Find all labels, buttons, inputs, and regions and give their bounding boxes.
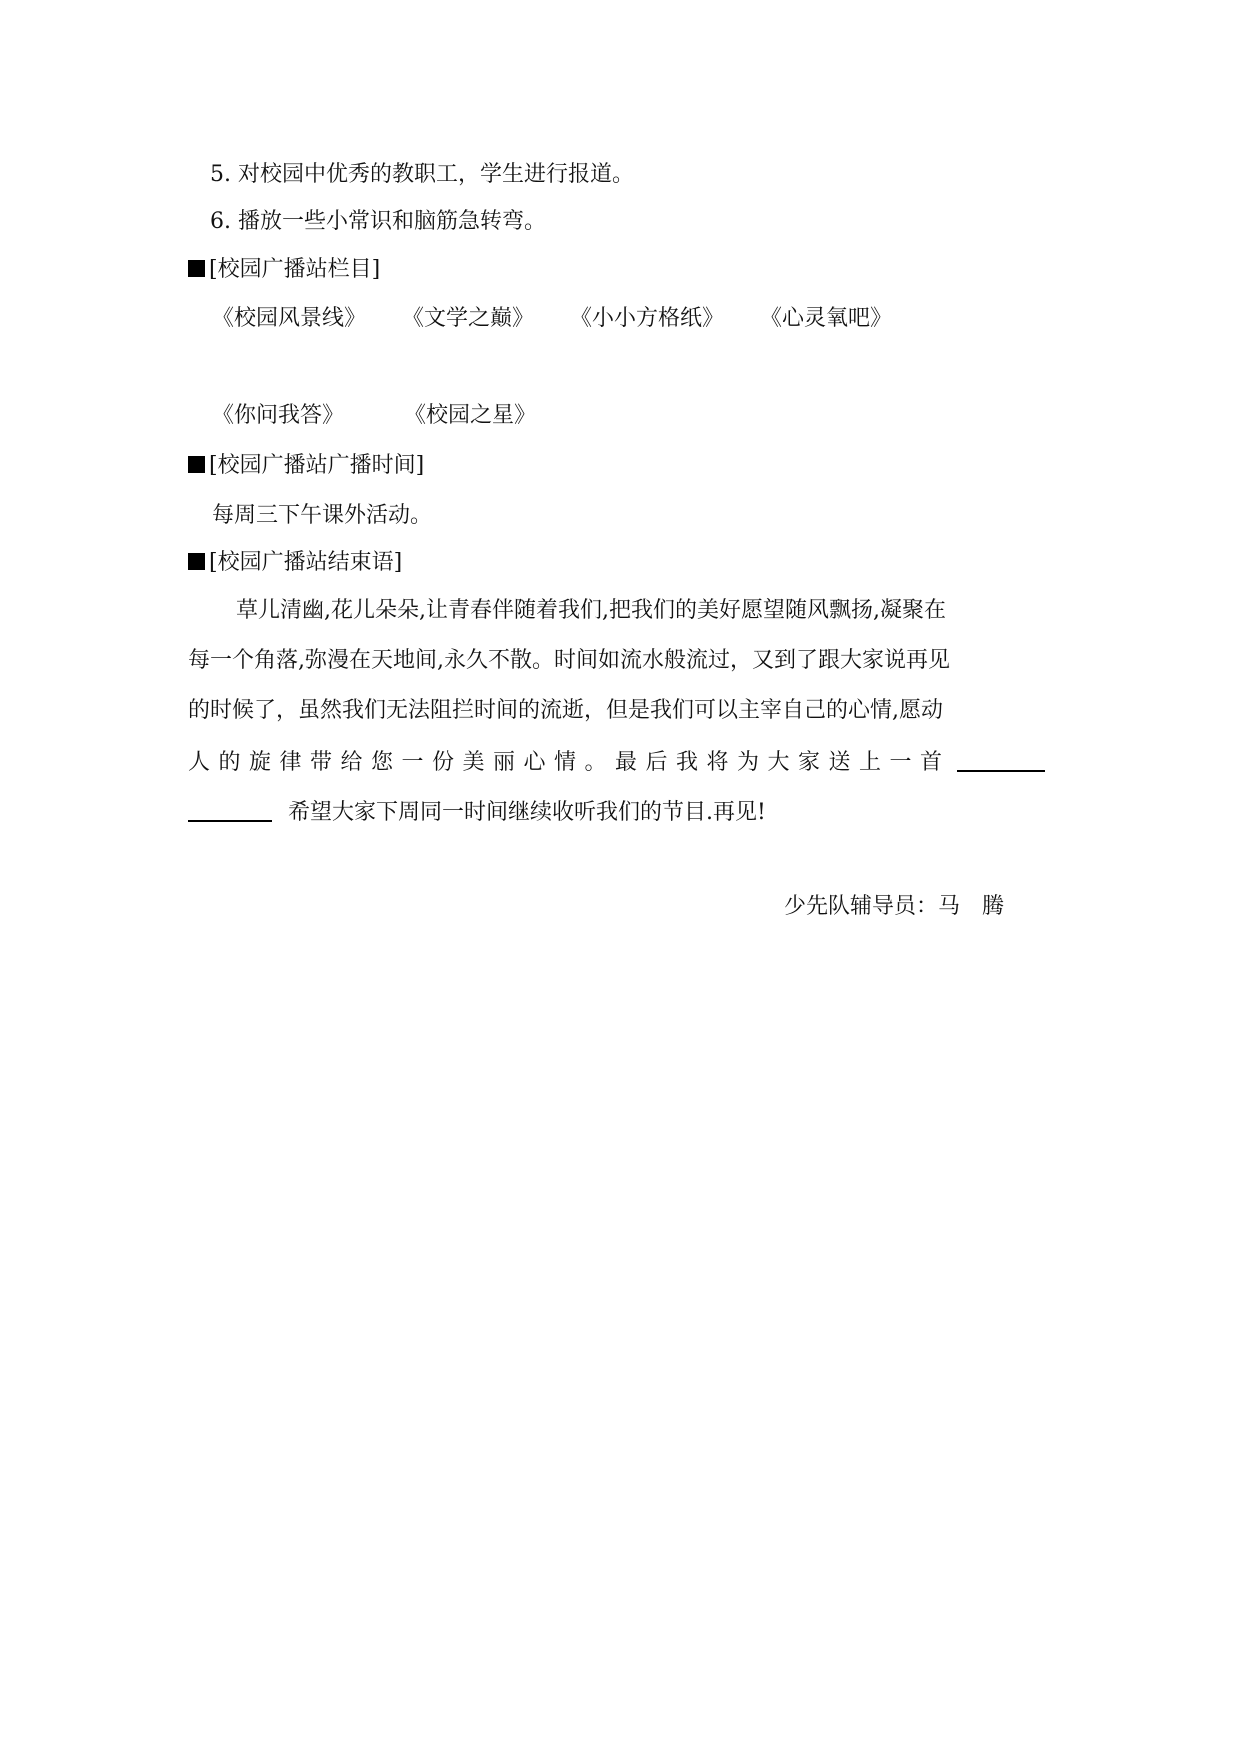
song-title-blank: [957, 746, 1045, 772]
closing-line-4-text: 人的旋律带给您一份美丽心情。最后我将为大家送上一首: [188, 750, 951, 775]
closing-line-4: [188, 746, 1052, 778]
program-column: 《心灵氧吧》: [760, 306, 893, 331]
section-heading-columns: [188, 255, 380, 285]
program-column: 《文学之巅》: [402, 306, 535, 331]
black-square-bullet-icon: [188, 553, 205, 570]
section-heading-closing: [188, 548, 402, 578]
signature-name: 马 腾: [938, 894, 1005, 919]
heading-text: [校园广播站结束语]: [209, 550, 403, 575]
closing-line-5: [188, 796, 1052, 828]
signature-label: 少先队辅导员：: [784, 894, 939, 919]
heading-text: [校园广播站栏目]: [209, 257, 381, 282]
program-column: 《校园风景线》: [212, 306, 367, 331]
program-columns-row-1: [212, 304, 928, 334]
heading-text: [校园广播站广播时间]: [209, 453, 425, 478]
signature: [784, 892, 1004, 922]
program-column: 《小小方格纸》: [570, 306, 725, 331]
closing-line-5-text: 希望大家下周同一时间继续收听我们的节目.再见!: [288, 800, 766, 825]
song-title-blank-continued: [188, 796, 272, 822]
program-columns-row-2: [212, 401, 572, 431]
list-item-6: 6. 播放一些小常识和脑筋急转弯。: [210, 209, 546, 234]
black-square-bullet-icon: [188, 456, 205, 473]
broadcast-time-text: 每周三下午课外活动。: [212, 503, 433, 528]
closing-line-3: 的时候了，虽然我们无法阻拦时间的流逝，但是我们可以主宰自己的心情,愿动: [188, 698, 943, 723]
section-heading-time: [188, 451, 424, 481]
program-column: 《你问我答》: [212, 403, 345, 428]
list-item-5: 5. 对校园中优秀的教职工，学生进行报道。: [210, 162, 634, 187]
closing-line-2: 每一个角落,弥漫在天地间,永久不散。时间如流水般流过，又到了跟大家说再见: [188, 648, 950, 673]
black-square-bullet-icon: [188, 260, 205, 277]
closing-line-1: 草儿清幽,花儿朵朵,让青春伴随着我们,把我们的美好愿望随风飘扬,凝聚在: [236, 598, 946, 623]
program-column: 《校园之星》: [404, 403, 537, 428]
